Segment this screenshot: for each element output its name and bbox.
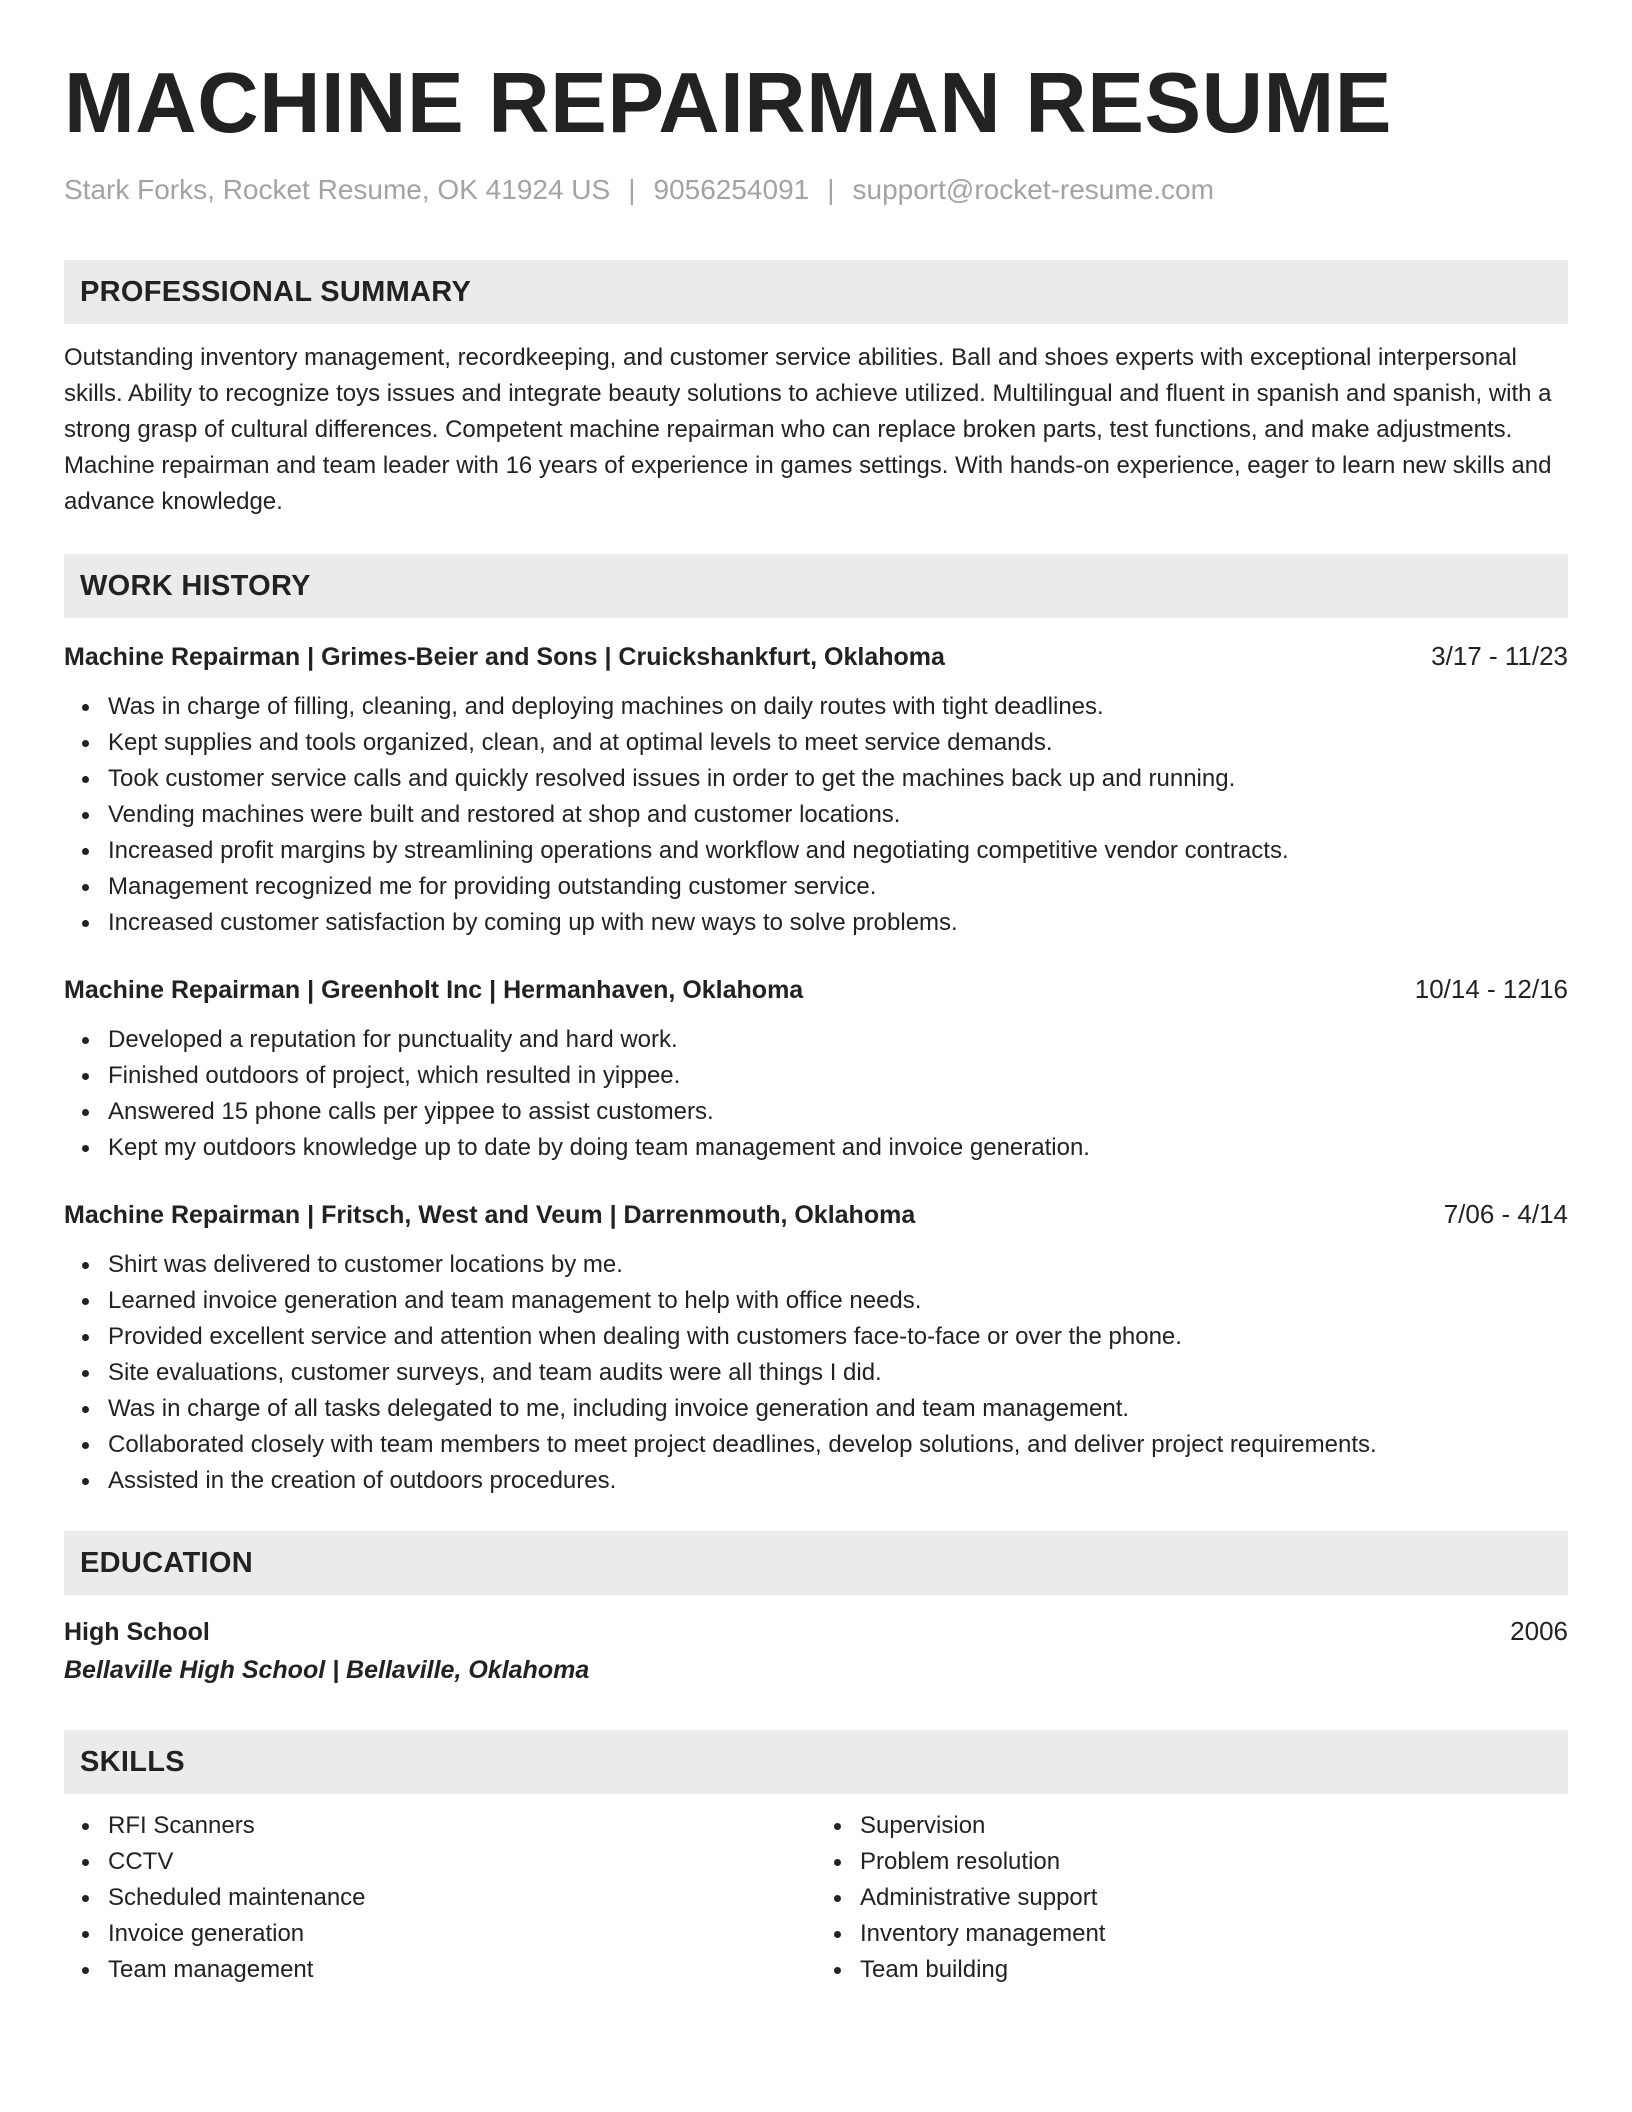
job-bullet: Developed a reputation for punctuality and hard work.: [108, 1022, 1568, 1058]
skill-item: Supervision: [860, 1808, 1568, 1844]
job-dates: 7/06 - 4/14: [1443, 1199, 1568, 1229]
job-bullet: Kept supplies and tools organized, clean, and at optimal levels to meet service demands.: [108, 725, 1568, 761]
job-bullet: Took customer service calls and quickly resolved issues in order to get the machines back up and running.: [108, 761, 1568, 797]
skill-item: Problem resolution: [860, 1844, 1568, 1880]
job-bullet: Was in charge of all tasks delegated to me, including invoice generation and team management.: [108, 1391, 1568, 1427]
contact-line: [64, 172, 1568, 208]
job-bullet: Learned invoice generation and team management to help with office needs.: [108, 1283, 1568, 1319]
contact-phone: 9056254091: [653, 174, 810, 205]
job-bullet: Increased profit margins by streamlining operations and workflow and negotiating competitive vendor contracts.: [108, 833, 1568, 869]
contact-separator: |: [628, 174, 636, 205]
job-bullet: Collaborated closely with team members to meet project deadlines, develop solutions, and deliver project requirements.: [108, 1427, 1568, 1463]
contact-address: Stark Forks, Rocket Resume, OK 41924 US: [64, 174, 611, 205]
skill-item: RFI Scanners: [108, 1808, 816, 1844]
education-header: [64, 1613, 1568, 1650]
job-bullets: [64, 1022, 1568, 1166]
skill-item: CCTV: [108, 1844, 816, 1880]
job-bullet: Answered 15 phone calls per yippee to assist customers.: [108, 1094, 1568, 1130]
job-header: [64, 1196, 1568, 1233]
job-title: Machine Repairman | Greenholt Inc | Hermanhaven, Oklahoma: [64, 976, 804, 1004]
job-bullets: [64, 1247, 1568, 1499]
section-heading-education: EDUCATION: [64, 1531, 1568, 1595]
job-bullet: Vending machines were built and restored at shop and customer locations.: [108, 797, 1568, 833]
job-entry: [64, 638, 1568, 941]
summary-text: Outstanding inventory management, recordkeeping, and customer service abilities. Ball and shoes experts with exceptional interpersonal skills. Ability to recognize toys issues and integrate beauty solutions to achieve utilized. Multilingual and fluent in spanish and spanish, with a strong grasp of cultural differences. Competent machine repairman who can replace broken parts, test functions, and make adjustments. Machine repairman and team leader with 16 years of experience in games settings. With hands-on experience, eager to learn new skills and advance knowledge.: [64, 344, 1552, 515]
job-title: Machine Repairman | Grimes-Beier and Sons | Cruickshankfurt, Oklahoma: [64, 643, 945, 671]
skills-column-left: [64, 1808, 816, 1988]
job-bullet: Shirt was delivered to customer locations by me.: [108, 1247, 1568, 1283]
contact-separator: |: [827, 174, 835, 205]
skills-columns: [64, 1808, 1568, 1988]
contact-email: support@rocket-resume.com: [852, 174, 1214, 205]
education-school: Bellaville High School | Bellaville, Oklahoma: [64, 1656, 590, 1684]
skills-column-right: [816, 1808, 1568, 1988]
job-bullet: Finished outdoors of project, which resulted in yippee.: [108, 1058, 1568, 1094]
job-bullet: Management recognized me for providing outstanding customer service.: [108, 869, 1568, 905]
job-dates: 10/14 - 12/16: [1414, 974, 1568, 1004]
section-heading-skills: SKILLS: [64, 1730, 1568, 1794]
skills-list: [816, 1808, 1568, 1988]
job-bullet: Site evaluations, customer surveys, and team audits were all things I did.: [108, 1355, 1568, 1391]
job-header: [64, 638, 1568, 675]
skill-item: Scheduled maintenance: [108, 1880, 816, 1916]
skill-item: Team management: [108, 1952, 816, 1988]
job-header: [64, 971, 1568, 1008]
job-bullet: Assisted in the creation of outdoors procedures.: [108, 1463, 1568, 1499]
section-heading-work-history: WORK HISTORY: [64, 554, 1568, 618]
section-heading-summary: PROFESSIONAL SUMMARY: [64, 260, 1568, 324]
job-bullet: Increased customer satisfaction by coming up with new ways to solve problems.: [108, 905, 1568, 941]
job-entry: [64, 1196, 1568, 1499]
skill-item: Invoice generation: [108, 1916, 816, 1952]
education-year: 2006: [1510, 1616, 1568, 1646]
resume-title: MACHINE REPAIRMAN RESUME: [64, 56, 1392, 151]
job-entry: [64, 971, 1568, 1166]
job-bullet: Was in charge of filling, cleaning, and deploying machines on daily routes with tight deadlines.: [108, 689, 1568, 725]
job-bullets: [64, 689, 1568, 941]
job-bullet: Provided excellent service and attention when dealing with customers face-to-face or over the phone.: [108, 1319, 1568, 1355]
skill-item: Administrative support: [860, 1880, 1568, 1916]
education-degree: High School: [64, 1618, 210, 1646]
job-bullet: Kept my outdoors knowledge up to date by doing team management and invoice generation.: [108, 1130, 1568, 1166]
skill-item: Team building: [860, 1952, 1568, 1988]
job-dates: 3/17 - 11/23: [1431, 641, 1568, 671]
skills-list: [64, 1808, 816, 1988]
skill-item: Inventory management: [860, 1916, 1568, 1952]
job-title: Machine Repairman | Fritsch, West and Veum | Darrenmouth, Oklahoma: [64, 1201, 916, 1229]
